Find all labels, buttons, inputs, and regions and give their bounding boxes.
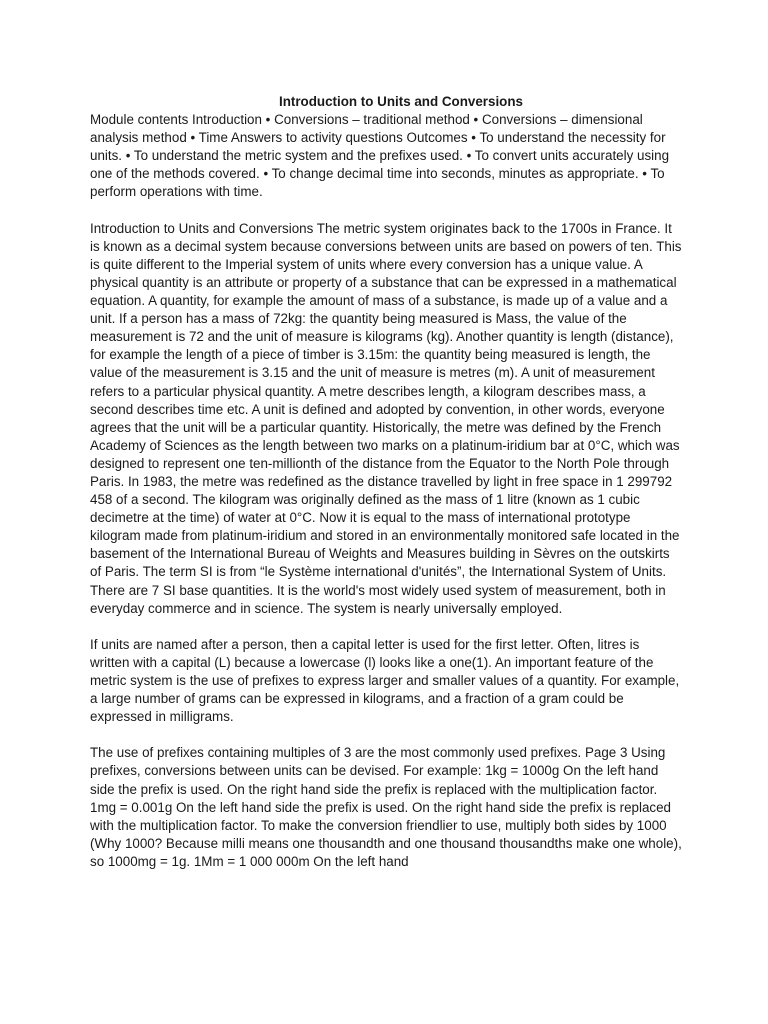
paragraph-introduction: Introduction to Units and Conversions The metric system originates back to the 1700s in France. It is known as a decimal system because conversions between units are based on powers of ten. This is quite different to the Imperial system of units where every conversion has a unique value. A physical quantity is an attribute or property of a substance that can be expressed in a mathematical equation. A quantity, for example the amount of mass of a substance, is made up of a value and a unit. If a person has a mass of 72kg: the quantity being measured is Mass, the value of the measurement is 72 and the unit of measure is kilograms (kg). Another quantity is length (distance), for example the length of a piece of timber is 3.15m: the quantity being measured is length, the value of the measurement is 3.15 and the unit of measure is metres (m). A unit of measurement refers to a particular physical quantity. A metre describes length, a kilogram describes mass, a second describes time etc. A unit is defined and adopted by convention, in other words, everyone agrees that the unit will be a particular quantity. Historically, the metre was defined by the French Academy of Sciences as the length between two marks on a platinum-iridium bar at 0°C, which was designed to represent one ten-millionth of the distance from the Equator to the North Pole through Paris. In 1983, the metre was redefined as the distance travelled by light in free space in 1 299792 458 of a second. The kilogram was originally defined as the mass of 1 litre (known as 1 cubic decimetre at the time) of water at 0°C. Now it is equal to the mass of international prototype kilogram made from platinum-iridium and stored in an environmentally monitored safe located in the basement of the International Bureau of Weights and Measures building in Sèvres on the outskirts of Paris. The term SI is from “le Système international d'unités”, the International System of Units. There are 7 SI base quantities. It is the world's most widely used system of measurement, both in everyday commerce and in science. The system is nearly universally employed. (90, 220, 682, 616)
document-title: Introduction to Units and Conversions (278, 94, 523, 109)
paragraph-prefixes: The use of prefixes containing multiples of 3 are the most commonly used prefixes. Page 3 Using prefixes, conversions between units can be devised. For example: 1kg = 1000g On the left hand side the prefix is used. On the right hand side the prefix is replaced with the multiplication factor. 1mg = 0.001g On the left hand side the prefix is used. On the right hand side the prefix is replaced with the multiplication factor. To make the conversion friendlier to use, multiply both sides by 1000 (Why 1000? Because milli means one thousandth and one thousand thousandths make one whole), so 1000mg = 1g. 1Mm = 1 000 000m On the left hand (90, 745, 682, 869)
paragraph-module-contents: Module contents Introduction • Conversions – traditional method • Conversions – dimensional analysis method • Time Answers to activity questions Outcomes • To understand the necessity for units. • To understand the metric system and the prefixes used. • To convert units accurately using one of the methods covered. • To change decimal time into seconds, minutes as appropriate. • To perform operations with time. (90, 112, 670, 200)
paragraph-unit-naming: If units are named after a person, then a capital letter is used for the first letter. Often, litres is written with a capital (L) because a lowercase (l) looks like a one(1). An important feature of the metric system is the use of prefixes to express larger and smaller values of a quantity. For example, a large number of grams can be expressed in kilograms, and a fraction of a gram could be expressed in milligrams. (90, 636, 680, 725)
document-body (90, 93, 682, 889)
